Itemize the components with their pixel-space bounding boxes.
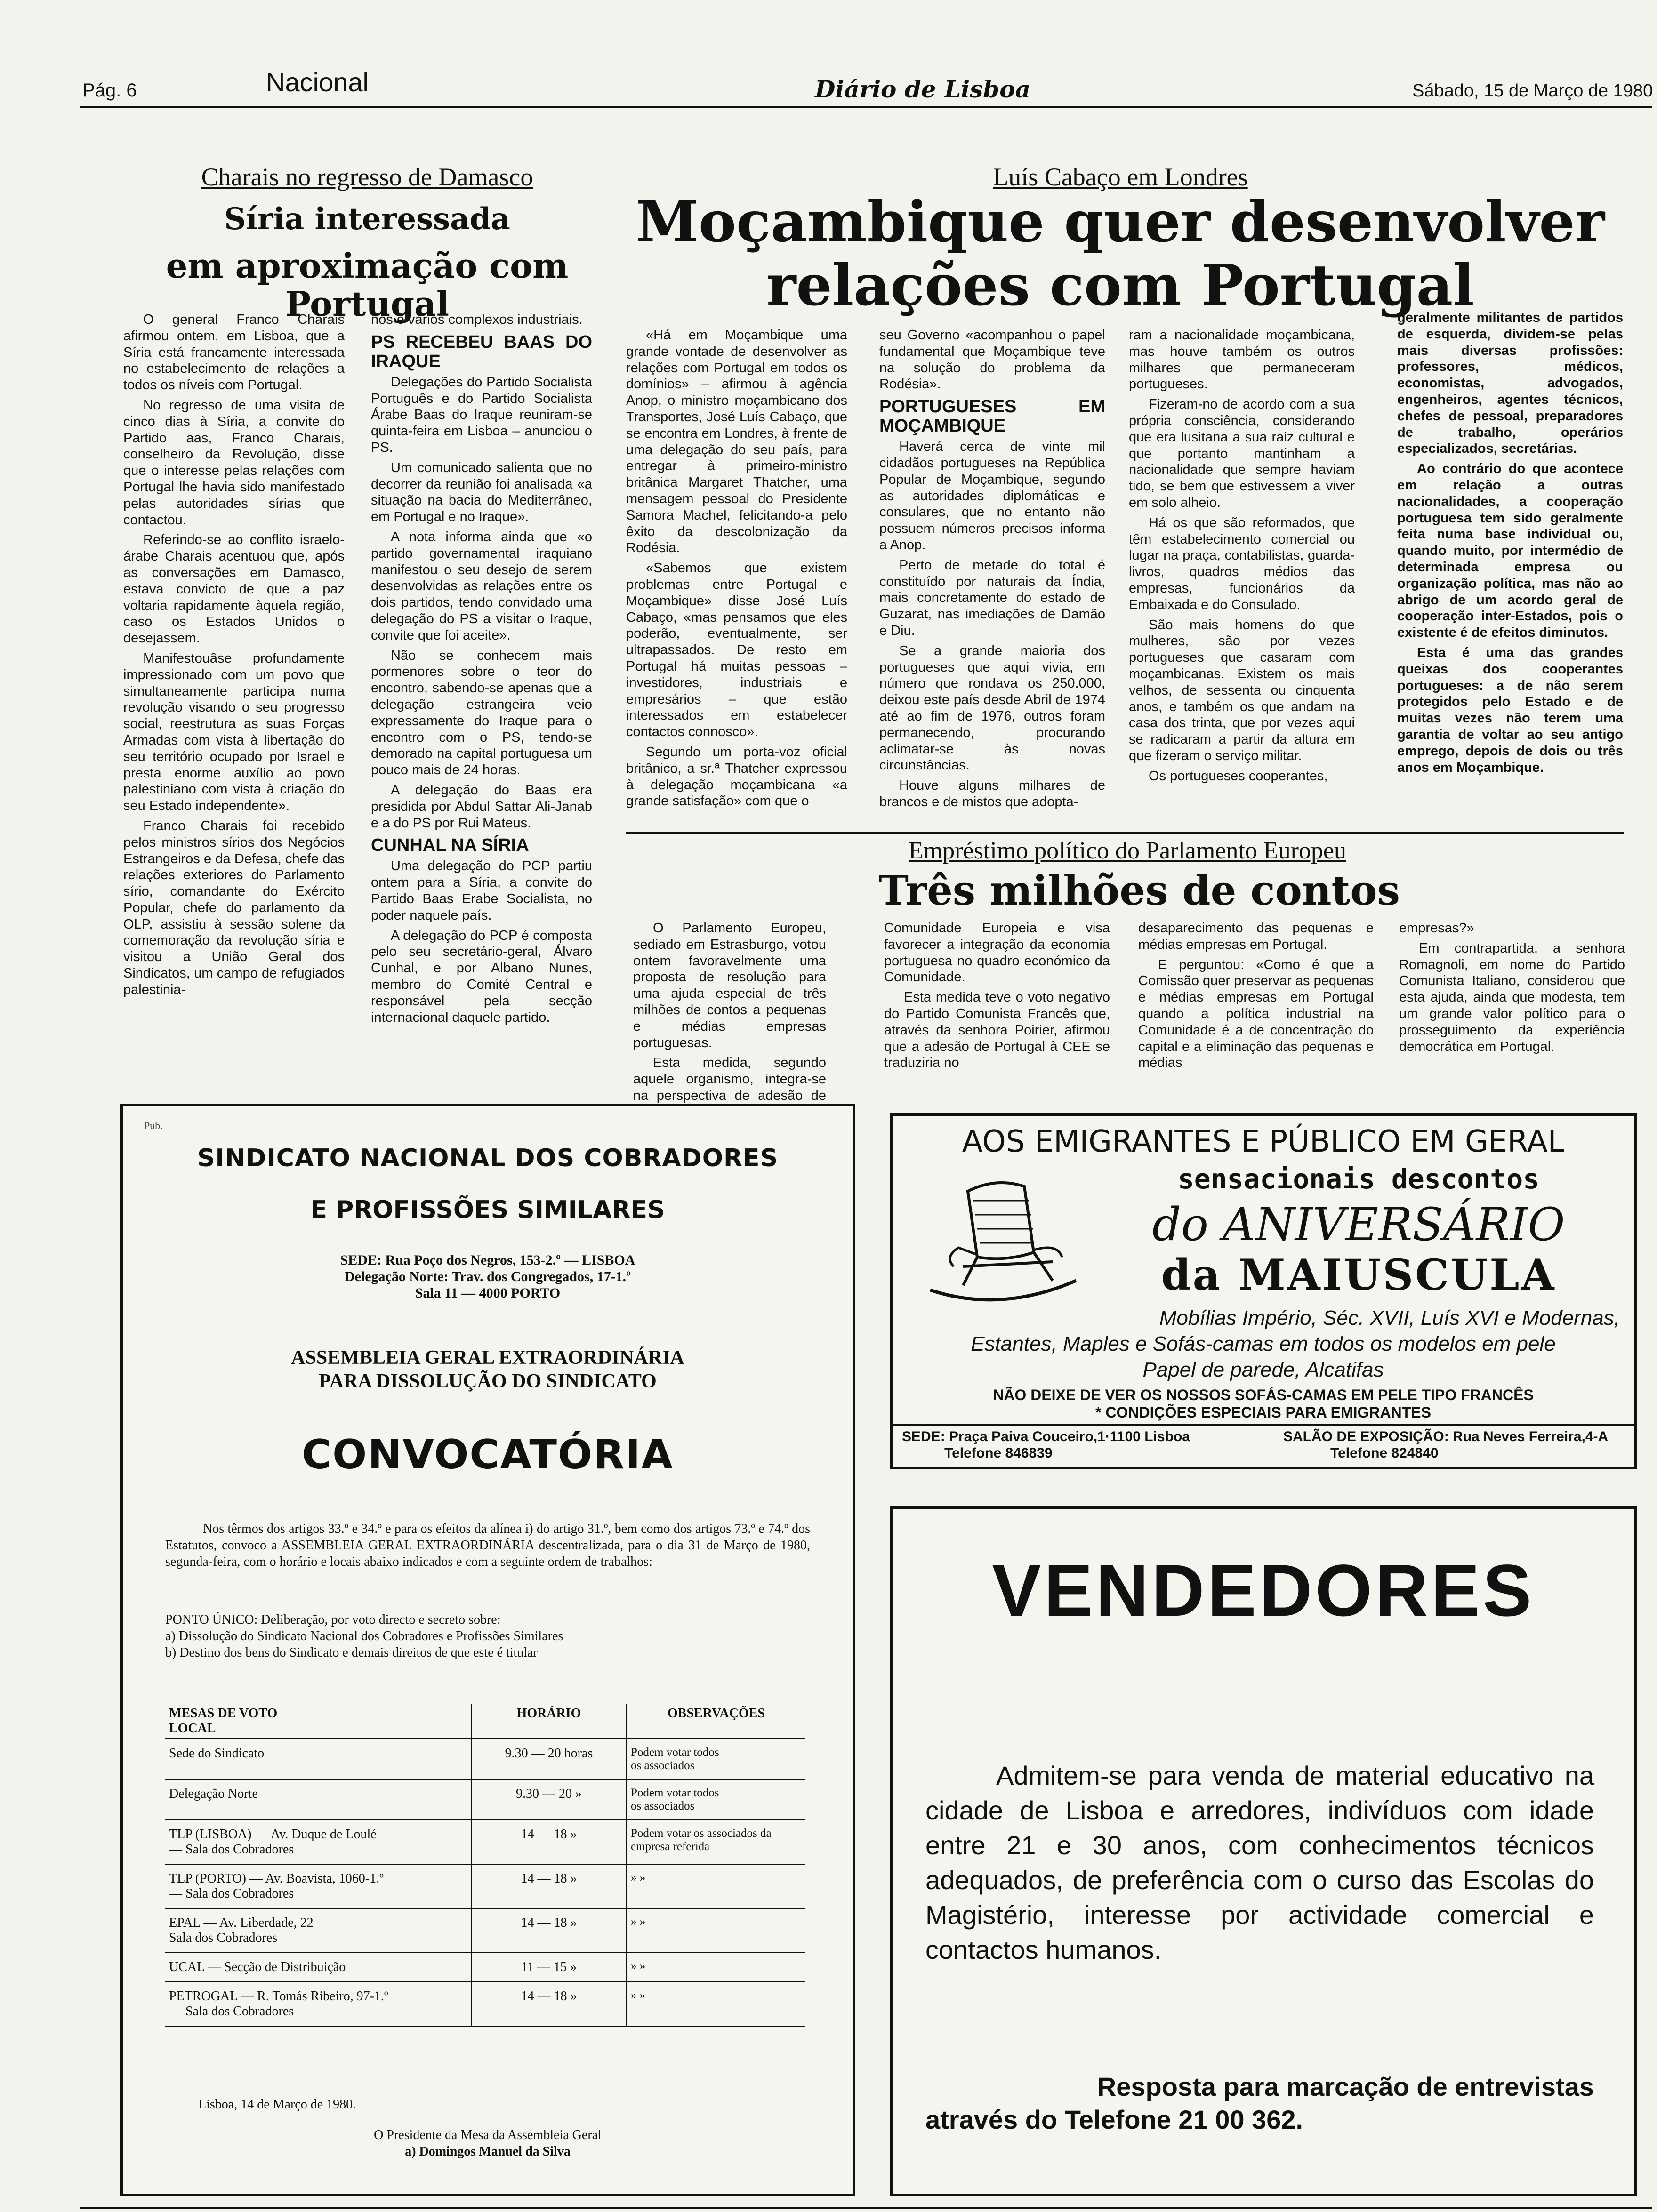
paragraph: desaparecimento das pequenas e médias empresas em Portugal. — [1138, 921, 1374, 952]
table-cell: EPAL — Av. Liberdade, 22 Sala dos Cobradores — [165, 1908, 471, 1953]
table-cell: » » — [627, 1864, 805, 1908]
vendedores-contact-1: Resposta para marcação de entrevistas — [1097, 2072, 1594, 2101]
paragraph: A delegação do Baas era presidida por Abdul Sattar Ali-Janab e a do PS por Rui Mateus. — [371, 782, 592, 831]
maiuscula-advertisement — [890, 1113, 1637, 1469]
table-cell: Delegação Norte — [165, 1779, 471, 1820]
table-cell: Podem votar todos os associados — [627, 1779, 805, 1820]
subheading-ps-baas: PS RECEBEU BAAS DO IRAQUE — [371, 332, 592, 371]
maiuscula-line-2: sensacionais descontos — [1177, 1163, 1540, 1195]
paragraph: Delegações do Partido Socialista Português e do Partido Socialista Árabe Baas do Iraque reuniram-se quinta-feira em Lisboa – anunciou o PS. — [371, 374, 592, 456]
maiuscula-tel-1: Telefone 846839 — [944, 1445, 1053, 1461]
table-cell: 9.30 — 20 horas — [471, 1739, 627, 1780]
paragraph: Há os que são reformados, que têm estabelecimento comercial ou lugar na praça, contabilistas, guarda-livros, quadros médios das empresas, funcionários da Embaixada e do Consulado. — [1129, 515, 1355, 612]
paragraph: Não se conhecem mais pormenores sobre o teor do encontro, sabendo-se apenas que a delegação estrangeira veio expressamente do Iraque para o encontro com o PS, tendo-se demorado na capital portuguesa um pouco mais de 24 horas. — [371, 648, 592, 778]
table-cell: PETROGAL — R. Tomás Ribeiro, 97-1.º — Sala dos Cobradores — [165, 1982, 471, 2026]
paragraph: O Parlamento Europeu, sediado em Estrasburgo, votou ontem favoravelmente uma proposta de resolução para uma ajuda especial de três milhões de contos a pequenas e médias empresas portuguesas. — [633, 921, 826, 1050]
paragraph: ram a nacionalidade moçambicana, mas houve também os outros milhares que permaneceram portugueses. — [1129, 328, 1355, 392]
table-cell: » » — [627, 1908, 805, 1953]
table-cell: TLP (LISBOA) — Av. Duque de Loulé — Sala dos Cobradores — [165, 1820, 471, 1864]
paragraph: A delegação do PCP é composta pelo seu secretário-geral, Álvaro Cunhal, e por Albano Nunes, membro do Comité Central e responsável pela secção internacional daquele partido. — [371, 928, 592, 1025]
table-cell: Sede do Sindicato — [165, 1739, 471, 1780]
siria-headline-1: Síria interessada — [224, 201, 510, 237]
paragraph: Se a grande maioria dos portugueses que aqui vivia, em número que rondava os 250.000, deixou este país desde Abril de 1974 até ao fim de 1976, outros foram permanecendo, procurando aclimatar-se às novas circunstâncias. — [879, 643, 1105, 773]
table-cell: » » — [627, 1982, 805, 2026]
paragraph: Esta medida, segundo aquele organismo, integra-se na perspectiva de adesão de — [633, 1055, 826, 1103]
table-header-cell: MESAS DE VOTO LOCAL — [165, 1704, 471, 1739]
mesas-de-voto-table — [165, 1704, 805, 2027]
mocambique-headline-2: relações com Portugal — [766, 252, 1474, 319]
table-cell: 14 — 18 » — [471, 1820, 627, 1864]
issue-date: Sábado, 15 de Março de 1980 — [1412, 81, 1653, 101]
table-cell: 14 — 18 » — [471, 1864, 627, 1908]
signature-name: a) Domingos Manuel da Silva — [405, 2144, 571, 2159]
table-row — [165, 1953, 805, 1982]
maiuscula-divider — [893, 1424, 1634, 1426]
table-row — [165, 1820, 805, 1864]
maiuscula-tel-2: Telefone 824840 — [1330, 1445, 1439, 1461]
sindicato-delegacao: Delegação Norte: Trav. dos Congregados, 17-1.º — [344, 1269, 631, 1284]
paragraph: Referindo-se ao conflito israelo-árabe Charais acentuou que, após as conversações em Damasco, estava convicto de que a paz voltaria rapidamente àquela região, caso os Estados Unidos o desejassem. — [123, 532, 345, 646]
siria-column-1 — [123, 312, 345, 1088]
sindicato-date-line: Lisboa, 14 de Março de 1980. — [198, 2097, 356, 2112]
paragraph: O general Franco Charais afirmou ontem, em Lisboa, que a Síria está francamente interessada no estabelecimento de relações a todos os níveis com Portugal. — [123, 312, 345, 393]
table-cell: 14 — 18 » — [471, 1908, 627, 1953]
paragraph: «Sabemos que existem problemas entre Portugal e Moçambique» disse José Luís Cabaço, «mas pensamos que eles poderão, eventualmente, ser ultrapassados. De resto em Portugal há muitas pessoas – investidores, industriais e empresários – que estão interessados em estabelecer contactos connosco». — [626, 561, 847, 740]
convocatoria-intro: Nos têrmos dos artigos 33.º e 34.º e para os efeitos da alínea i) do artigo 31.º, bem como dos artigos 73.º e 74.º dos Estatutos, convoco a ASSEMBLEIA GERAL EXTRAORDINÁRIA descentralizada, para o dia 31 de Março de 1980, segunda-feira, com o horário e locais abaixo indicados e com a seguinte ordem de trabalhos: — [165, 1522, 810, 1569]
masthead: Diário de Lisboa — [814, 75, 1031, 103]
ponto-a: a) Dissolução do Sindicato Nacional dos Cobradores e Profissões Similares — [165, 1629, 563, 1643]
table-cell: UCAL — Secção de Distribuição — [165, 1953, 471, 1982]
paragraph: A nota informa ainda que «o partido governamental iraquiano manifestou o seu desejo de serem desenvolvidas as relações entre os dois partidos, tendo convidado uma delegação do PS a visitar o Iraque, convite que foi aceite». — [371, 529, 592, 643]
header-rule — [80, 106, 1652, 108]
sindicato-sede: SEDE: Rua Poço dos Negros, 153-2.º — LISBOA — [340, 1252, 635, 1268]
vendedores-body: Admitem-se para venda de material educativo na cidade de Lisboa e arredores, indivíduos com idade entre 21 e 30 anos, com conhecimentos técnicos adequados, de preferência com o curso das Escolas do Magistério, interesse por actividade comercial e contactos humanos. — [925, 1761, 1594, 1964]
maiuscula-line-5: Mobílias Império, Séc. XVII, Luís XVI e Modernas, — [1159, 1306, 1620, 1330]
paragraph: Manifestouâse profundamente impressionado com um povo que simultaneamente participa numa revolução visando o seu progresso social, reestrutura as suas Forças Armadas com vista à libertação do seu território ocupado por Israel e presta enorme auxílio ao povo palestiniano com vista à criação do seu Estado independente». — [123, 650, 345, 814]
emprestimo-kicker: Empréstimo político do Parlamento Europeu — [908, 837, 1347, 864]
paragraph: seu Governo «acompanhou o papel fundamental que Moçambique teve na solução do problema da Rodésia». — [879, 328, 1105, 392]
emprestimo-column-3 — [1138, 920, 1374, 1082]
paragraph: Fizeram-no de acordo com a sua própria consciência, considerando que era lusitana a sua raiz cultural e que portanto mantinham a nacionalidade que sempre haviam tido, se bem que estivessem a viver em solo alheio. — [1129, 397, 1355, 510]
mocambique-column-2 — [879, 327, 1105, 826]
maiuscula-line-3: do ANIVERSÁRIO — [1152, 1198, 1565, 1251]
convocatoria-title: CONVOCATÓRIA — [302, 1431, 674, 1478]
ponto-b: b) Destino dos bens do Sindicato e demais direitos de que este é titular — [165, 1645, 538, 1660]
rocking-chair-icon — [911, 1172, 1090, 1314]
paragraph: nos e vários complexos industriais. — [371, 312, 583, 327]
maiuscula-line-1: AOS EMIGRANTES E PÚBLICO EM GERAL — [962, 1124, 1565, 1159]
paragraph: Um comunicado salienta que no decorrer da reunião foi analisada «a situação na bacia do Mediterrâneo, em Portugal e no Iraque». — [371, 460, 592, 525]
table-cell: 9.30 — 20 » — [471, 1779, 627, 1820]
siria-headline-2: em aproximação com Portugal — [166, 246, 569, 324]
paragraph: Uma delegação do PCP partiu ontem para a Síria, a convite do Partido Baas Erabe Socialista, no poder naquele país. — [371, 858, 592, 923]
mocambique-column-3 — [1129, 327, 1355, 826]
paragraph: Franco Charais foi recebido pelos ministros sírios dos Negócios Estrangeiros e da Defesa, chefe das relações exteriores do Parlamento sírio, comandante do Exército Popular, chefe do parlamento da OLP, assistiu à sessão solene da comemoração da revolução síria e visitou a União Geral dos Sindicatos, um campo de refugiados palestinia- — [123, 818, 345, 997]
table-cell: 14 — 18 » — [471, 1982, 627, 2026]
vendedores-title: VENDEDORES — [992, 1550, 1535, 1632]
paragraph: empresas?» — [1399, 921, 1474, 936]
paragraph: Esta medida teve o voto negativo do Partido Comunista Francês que, através da senhora Poirier, afirmou que a adesão de Portugal à CEE se traduziria no — [884, 990, 1110, 1071]
assembleia-line-2: PARA DISSOLUÇÃO DO SINDICATO — [319, 1370, 657, 1392]
footer-rule — [80, 2207, 1652, 2209]
siria-column-2 — [371, 312, 592, 1088]
maiuscula-salao: SALÃO DE EXPOSIÇÃO: Rua Neves Ferreira,4-A — [1283, 1429, 1609, 1444]
sindicato-advertisement — [120, 1104, 855, 2196]
table-cell: 11 — 15 » — [471, 1953, 627, 1982]
paragraph: Perto de metade do total é constituído por naturais da Índia, mais concretamente do estado de Guzarat, nas imediações de Damão e Diu. — [879, 557, 1105, 639]
mocambique-column-4 — [1397, 310, 1623, 827]
paragraph: Em contrapartida, a senhora Romagnoli, em nome do Partido Comunista Italiano, considerou que esta ajuda, ainda que modesta, tem um grande valor político para o prosseguimento da experiência democrática em Portugal. — [1399, 940, 1625, 1054]
paragraph: Segundo um porta-voz oficial britânico, a sr.ª Thatcher expressou à delegação moçambicana «a grande satisfação» com que o — [626, 744, 847, 809]
table-cell: Podem votar todos os associados — [627, 1739, 805, 1780]
table-row — [165, 1864, 805, 1908]
signature-title: O Presidente da Mesa da Assembleia Geral — [374, 2128, 602, 2142]
section-name: Nacional — [266, 67, 369, 97]
table-header-cell: HORÁRIO — [471, 1704, 627, 1739]
maiuscula-line-6: Estantes, Maples e Sofás-camas em todos os modelos em pele — [971, 1332, 1556, 1355]
ponto-unico: PONTO ÚNICO: Deliberação, por voto directo e secreto sobre: — [165, 1612, 501, 1627]
paragraph: São mais homens do que mulheres, são por vezes portugueses que casaram com moçambicanas. Existem os mais velhos, de sessenta ou cinquenta anos, e também os que andam na casa dos trinta, que por vezes aqui se radicaram a partir da altura em que fizeram o serviço militar. — [1129, 617, 1355, 763]
maiuscula-line-7: Papel de parede, Alcatifas — [1142, 1358, 1384, 1381]
sindicato-title-1: SINDICATO NACIONAL DOS COBRADORES — [197, 1144, 779, 1172]
table-row — [165, 1908, 805, 1953]
paragraph: E perguntou: «Como é que a Comissão quer preservar as pequenas e médias empresas em Portugal quando a política industrial na Comunidade é a de concentração do capital e a eliminação das pequenas e médias — [1138, 957, 1374, 1071]
table-row — [165, 1739, 805, 1780]
paragraph: No regresso de uma visita de cinco dias à Síria, a convite do Partido aas, Franco Charais, conselheiro da Revolução, disse que o interesse pelas relações com Portugal lhe havia sido manifestado pelas autoridades sírias que contactou. — [123, 397, 345, 528]
paragraph: Comunidade Europeia e visa favorecer a integração da economia portuguesa no quadro económico da Comunidade. — [884, 921, 1110, 985]
maiuscula-sede: SEDE: Praça Paiva Couceiro,1·1100 Lisboa — [902, 1429, 1190, 1444]
table-header-cell: OBSERVAÇÕES — [627, 1704, 805, 1739]
emprestimo-column-1 — [633, 920, 826, 1103]
paragraph: «Há em Moçambique uma grande vontade de desenvolver as relações com Portugal em todos os domínios» – afirmou à agência Anop, o ministro moçambicano dos Transportes, José Luís Cabaço, que se encontra em Londres, à frente de uma delegação do seu país, para entregar à primeiro-ministro britânica Margaret Thatcher, uma mensagem pessoal do Presidente Samora Machel, felicitando-a pelo êxito da descolonização da Rodésia. — [626, 328, 847, 556]
sindicato-sala: Sala 11 — 4000 PORTO — [415, 1285, 561, 1301]
paragraph: Haverá cerca de vinte mil cidadãos portugueses na República Popular de Moçambique, segundo as autoridades diplomáticas e consulares, que no entanto não possuem números precisos informa a Anop. — [879, 439, 1105, 553]
section-divider — [626, 832, 1624, 834]
maiuscula-line-9: * CONDIÇÕES ESPECIAIS PARA EMIGRANTES — [1095, 1404, 1431, 1421]
table-row — [165, 1982, 805, 2026]
maiuscula-line-4: da MAIUSCULA — [1161, 1250, 1556, 1300]
table-cell: » » — [627, 1953, 805, 1982]
subheading-portugueses: PORTUGUESES EM MOÇAMBIQUE — [879, 397, 1105, 436]
mocambique-kicker: Luís Cabaço em Londres — [993, 163, 1248, 191]
subheading-cunhal: CUNHAL NA SÍRIA — [371, 835, 529, 856]
mocambique-headline-1: Moçambique quer desenvolver — [636, 189, 1605, 255]
table-cell: TLP (PORTO) — Av. Boavista, 1060-1.º — Sala dos Cobradores — [165, 1864, 471, 1908]
maiuscula-line-8: NÃO DEIXE DE VER OS NOSSOS SOFÁS-CAMAS EM PELE TIPO FRANCÊS — [993, 1387, 1534, 1403]
vendedores-advertisement — [890, 1506, 1637, 2196]
emprestimo-column-4 — [1399, 920, 1625, 1082]
assembleia-line-1: ASSEMBLEIA GERAL EXTRAORDINÁRIA — [291, 1347, 684, 1369]
paragraph: Ao contrário do que acontece em relação a outras nacionalidades, a cooperação portuguesa tem sido geralmente feita numa base individual ou, quando muito, por intermédio de determinada empresa ou organização política, mas não ao abrigo de um acordo geral de cooperação inter-Estados, pois o existente é de efeitos diminutos. — [1397, 461, 1623, 641]
table-cell: Podem votar os associados da empresa referida — [627, 1820, 805, 1864]
pub-tag: Pub. — [144, 1120, 163, 1131]
paragraph: Os portugueses cooperantes, — [1149, 768, 1328, 784]
siria-kicker: Charais no regresso de Damasco — [201, 163, 533, 191]
paragraph: Esta é uma das grandes queixas dos cooperantes portugueses: a de não serem protegidos pelo Estado e de muitas vezes não terem uma garantia de voltar ao seu antigo emprego, depois de dois ou três anos em Moçambique. — [1397, 645, 1623, 775]
emprestimo-headline: Três milhões de contos — [878, 867, 1400, 914]
sindicato-title-2: E PROFISSÕES SIMILARES — [310, 1196, 665, 1224]
page-number: Pág. 6 — [82, 80, 137, 101]
paragraph: geralmente militantes de partidos de esquerda, dividem-se pelas mais diversas profissões: professores, médicos, economistas, advogados, engenheiros, agentes técnicos, chefes de pessoal, preparadores de trabalho, operários especializados, secretárias. — [1397, 310, 1623, 457]
mocambique-column-1 — [626, 327, 847, 826]
paragraph: Houve alguns milhares de brancos e de mistos que adopta- — [879, 778, 1105, 809]
vendedores-contact-2: através do Telefone 21 00 362. — [925, 2105, 1303, 2134]
emprestimo-column-2 — [884, 920, 1110, 1082]
table-row — [165, 1779, 805, 1820]
